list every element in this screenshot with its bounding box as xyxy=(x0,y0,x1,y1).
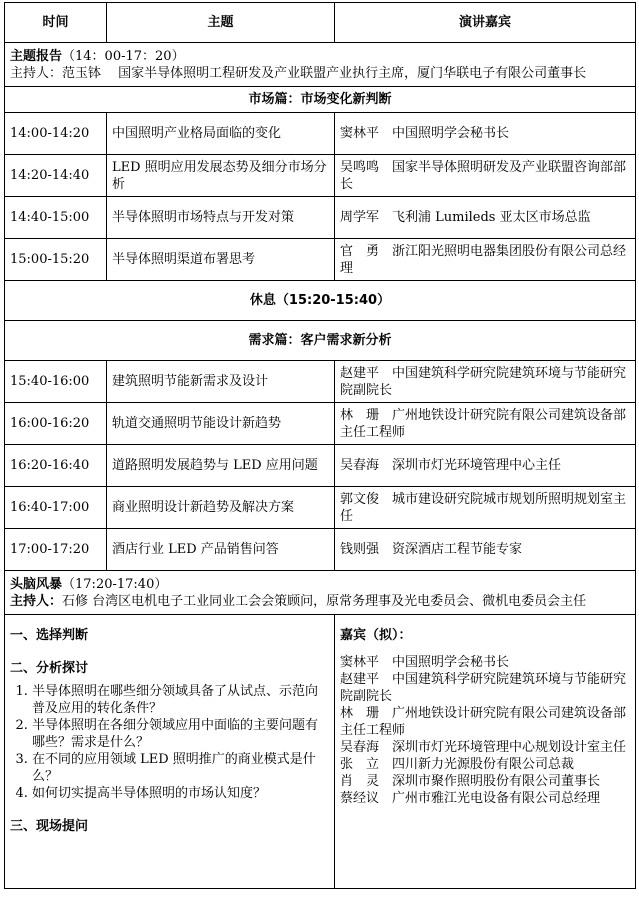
session-time: 14:00-14:20 xyxy=(5,113,107,155)
list-item: 蔡经议 广州市雅江光电设备有限公司总经理 xyxy=(340,791,601,806)
session-time: 14:20-14:40 xyxy=(5,155,107,197)
session-topic: 中国照明产业格局面临的变化 xyxy=(107,113,335,155)
break-label: 休息（15:20-15:40） xyxy=(5,281,636,321)
demand-section-row xyxy=(5,321,636,361)
brainstorm-info xyxy=(5,571,636,615)
list-item: 赵建平 中国建筑科学研究院建筑环境与节能研究院副院长 xyxy=(340,672,627,704)
agenda-item-select: 一、选择判断 xyxy=(10,628,89,643)
market-section-title: 市场篇：市场变化新判断 xyxy=(5,87,636,113)
brainstorm-info-row xyxy=(5,571,636,615)
session-time: 17:00-17:20 xyxy=(5,529,107,571)
session-speaker: 赵建平 中国建筑科学研究院建筑环境与节能研究院副院长 xyxy=(335,361,636,403)
session-time: 15:40-16:00 xyxy=(5,361,107,403)
guests-cell xyxy=(335,615,636,889)
session-speaker: 郭文俊 城市建设研究院城市规划所照明规划室主任 xyxy=(335,487,636,529)
session-time: 16:00-16:20 xyxy=(5,403,107,445)
session-topic: 半导体照明市场特点与开发对策 xyxy=(107,197,335,239)
agenda-table xyxy=(4,2,636,889)
session-topic: 道路照明发展趋势与 LED 应用问题 xyxy=(107,445,335,487)
brainstorm-host: 石修 台湾区电机电子工业同业工会会策顾问，原常务理事及光电委员会、微机电委员会主任 xyxy=(62,593,587,609)
session-topic: 酒店行业 LED 产品销售问答 xyxy=(107,529,335,571)
session-topic: 半导体照明渠道布署思考 xyxy=(107,239,335,281)
brainstorm-time: （17:20-17:40） xyxy=(62,576,168,592)
list-item: 窦林平 中国照明学会秘书长 xyxy=(340,655,510,670)
list-item: 吴春海 深圳市灯光环境管理中心规划设计室主任 xyxy=(340,740,627,755)
table-row xyxy=(5,361,636,403)
header-topic: 主题 xyxy=(107,3,335,43)
table-row xyxy=(5,113,636,155)
session-speaker: 窦林平 中国照明学会秘书长 xyxy=(335,113,636,155)
keynote-title: 主题报告 xyxy=(10,48,63,64)
list-item: 1. 半导体照明在哪些细分领域具备了从试点、示范向普及应用的转化条件？ xyxy=(32,683,329,717)
table-row xyxy=(5,197,636,239)
keynote-info-row xyxy=(5,43,636,87)
list-item: 林 珊 广州地铁设计研究院有限公司建筑设备部主任工程师 xyxy=(340,706,627,738)
table-row xyxy=(5,155,636,197)
session-speaker: 吴春海 深圳市灯光环境管理中心主任 xyxy=(335,445,636,487)
break-row xyxy=(5,281,636,321)
list-item: 4. 如何切实提高半导体照明的市场认知度？ xyxy=(32,785,329,802)
list-item: 张 立 四川新力光源股份有限公司总裁 xyxy=(340,757,575,772)
question-list xyxy=(10,683,329,802)
keynote-host: 范玉钵 国家半导体照明工程研发及产业联盟产业执行主席，厦门华联电子有限公司董事长 xyxy=(62,65,587,81)
brainstorm-title: 头脑风暴 xyxy=(10,576,63,592)
session-speaker: 官 勇 浙江阳光照明电器集团股份有限公司总经理 xyxy=(335,239,636,281)
session-topic: 轨道交通照明节能设计新趋势 xyxy=(107,403,335,445)
table-row xyxy=(5,487,636,529)
session-time: 16:40-17:00 xyxy=(5,487,107,529)
session-topic: 建筑照明节能新需求及设计 xyxy=(107,361,335,403)
guests-title: 嘉宾（拟）： xyxy=(340,628,412,643)
discussion-row xyxy=(5,615,636,889)
session-speaker: 吴鸣鸣 国家半导体照明研发及产业联盟咨询部部长 xyxy=(335,155,636,197)
agenda-cell xyxy=(5,615,335,889)
keynote-host-label: 主持人： xyxy=(10,65,63,81)
session-speaker: 林 珊 广州地铁设计研究院有限公司建筑设备部主任工程师 xyxy=(335,403,636,445)
keynote-time: （14：00-17：20） xyxy=(62,48,185,64)
table-row xyxy=(5,529,636,571)
session-time: 14:40-15:00 xyxy=(5,197,107,239)
table-row xyxy=(5,445,636,487)
session-time: 15:00-15:20 xyxy=(5,239,107,281)
header-time: 时间 xyxy=(5,3,107,43)
agenda-item-qa: 三、现场提问 xyxy=(10,819,89,834)
table-row xyxy=(5,403,636,445)
list-item: 2. 半导体照明在各细分领域应用中面临的主要问题有哪些？需求是什么？ xyxy=(32,717,329,751)
market-section-row xyxy=(5,87,636,113)
agenda-item-analysis: 二、分析探讨 xyxy=(10,661,89,676)
list-item: 肖 灵 深圳市聚作照明股份有限公司董事长 xyxy=(340,774,601,789)
brainstorm-host-label: 主持人： xyxy=(10,593,63,609)
demand-section-title: 需求篇：客户需求新分析 xyxy=(5,321,636,361)
session-speaker: 周学军 飞利浦 Lumileds 亚太区市场总监 xyxy=(335,197,636,239)
session-topic: 商业照明设计新趋势及解决方案 xyxy=(107,487,335,529)
session-topic: LED 照明应用发展态势及细分市场分析 xyxy=(107,155,335,197)
header-speaker: 演讲嘉宾 xyxy=(335,3,636,43)
table-row xyxy=(5,239,636,281)
header-row xyxy=(5,3,636,43)
list-item: 3. 在不同的应用领域 LED 照明推广的商业模式是什么？ xyxy=(32,751,329,785)
session-time: 16:20-16:40 xyxy=(5,445,107,487)
keynote-info xyxy=(5,43,636,87)
session-speaker: 钱则强 资深酒店工程节能专家 xyxy=(335,529,636,571)
